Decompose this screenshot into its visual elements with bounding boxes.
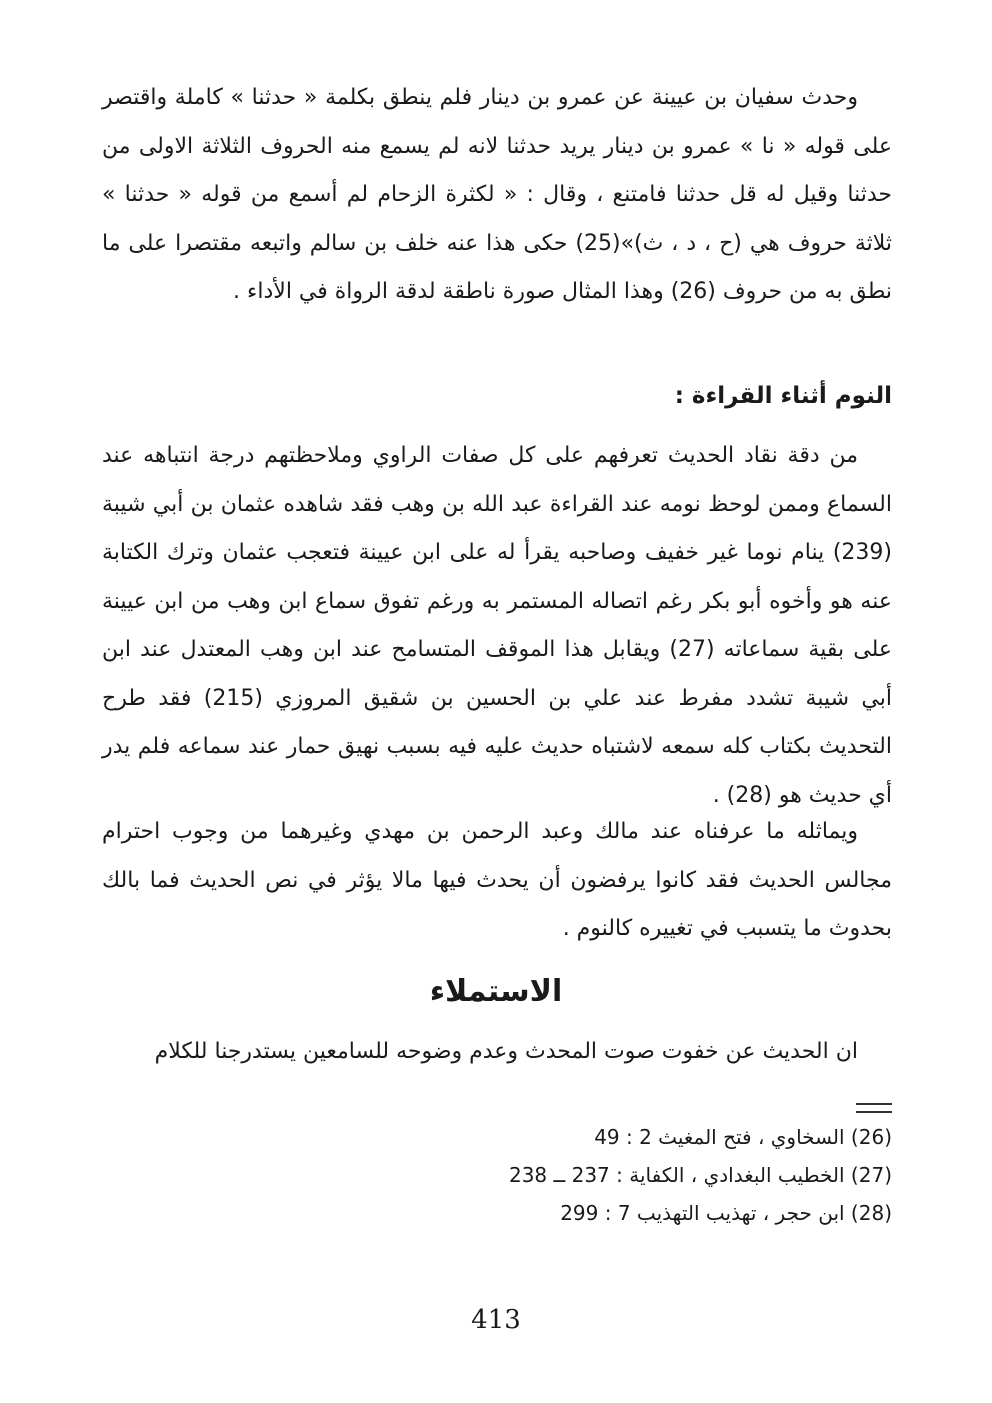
page-number: 413 <box>471 1305 521 1335</box>
paragraph-text: وحدث سفيان بن عيينة عن عمرو بن دينار فلم ينطق بكلمة « حدثنا » كاملة واقتصر على قوله « نا » عمرو بن دينار يريد حدثنا لانه لم يسمع منه الحروف الثلاثة الاولى من حدثنا وقيل له قل حدثنا فامتنع ، وقال : « لكثرة الزحام لم أسمع من قوله « حدثنا » ثلاثة حروف هي (ح ، د ، ث)»(25) حكى هذا عنه خلف بن سالم واتبعه مقتصرا على ما نطق به من حروف (26) وهذا المثال صورة ناطقة لدقة الرواة في الأداء . <box>102 85 892 304</box>
paragraph-sufyan <box>102 74 892 317</box>
paragraph-text: ان الحديث عن خفوت صوت المحدث وعدم وضوحه للسامعين يستدرجنا للكلام <box>154 1039 858 1064</box>
footnote-separator <box>856 1103 892 1113</box>
paragraph-istimla-intro <box>102 1028 892 1077</box>
section-heading-sleep: النوم أثناء القراءة : <box>674 383 892 409</box>
footnote-27: (27) الخطيب البغدادي ، الكفاية : 237 ــ 238 <box>508 1163 892 1187</box>
chapter-heading-istimla: الاستملاء <box>429 974 563 1009</box>
paragraph-text: من دقة نقاد الحديث تعرفهم على كل صفات الراوي وملاحظتهم درجة انتباهه عند السماع وممن لوحظ نومه عند القراءة عبد الله بن وهب فقد شاهده عثمان بن أبي شيبة (239) ينام نوما غير خفيف وصاحبه يقرأ له على ابن عيينة فتعجب عثمان وترك الكتابة عنه هو وأخوه أبو بكر رغم اتصاله المستمر به ورغم تفوق سماع ابن وهب من ابن عيينة على بقية سماعاته (27) ويقابل هذا الموقف المتسامح عند ابن وهب المعتدل عند ابن أبي شيبة تشدد مفرط عند علي بن الحسين بن شقيق المروزي (215) فقد طرح التحديث بكتاب كله سمعه لاشتباه حديث عليه فيه بسبب نهيق حمار عند سماعه فلم يدر أي حديث هو (28) . <box>102 443 892 808</box>
paragraph-majlis-respect <box>102 808 892 954</box>
footnote-28: (28) ابن حجر ، تهذيب التهذيب 7 : 299 <box>560 1201 892 1225</box>
paragraph-sleep-during-reading <box>102 432 892 820</box>
footnote-26: (26) السخاوي ، فتح المغيث 2 : 49 <box>594 1125 892 1149</box>
footnotes-list <box>102 1118 892 1232</box>
paragraph-text: ويماثله ما عرفناه عند مالك وعبد الرحمن بن مهدي وغيرهما من وجوب احترام مجالس الحديث فقد كانوا يرفضون أن يحدث فيها مالا يؤثر في نص الحديث فما بالك بحدوث ما يتسبب في تغييره كالنوم . <box>102 819 892 941</box>
